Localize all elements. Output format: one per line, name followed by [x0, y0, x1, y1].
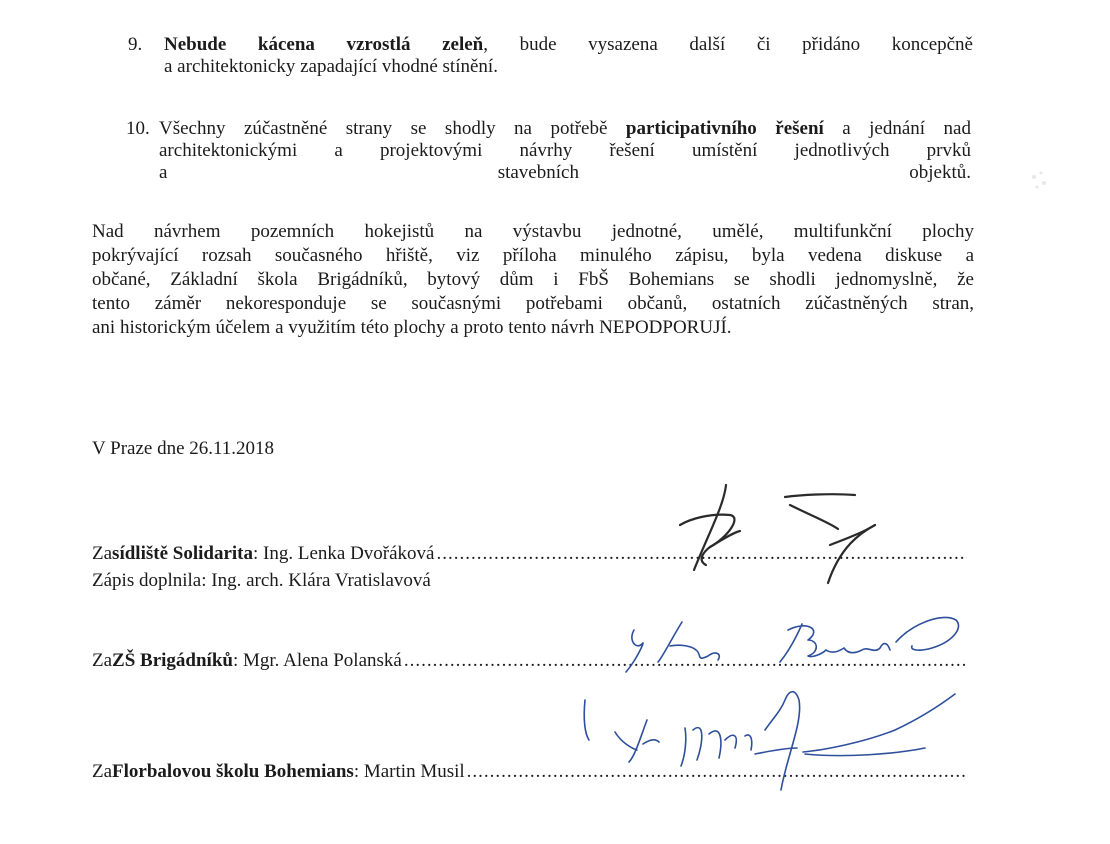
body-text: , bude vysazena další či přidáno koncepčně: [483, 34, 973, 55]
signatory-prefix: Za: [92, 543, 113, 564]
emphasis-text: participativního řešení: [625, 118, 824, 139]
list-item-line: [126, 162, 971, 184]
minutes-note: Zápis doplnila: Ing. arch. Klára Vratislavová: [92, 570, 431, 591]
list-item-9: [128, 34, 973, 78]
body-text: Všechny zúčastněné strany se shodly na potřebě: [159, 118, 626, 139]
body-text: a: [159, 162, 168, 183]
body-text: a jednání nad: [823, 118, 971, 139]
body-text: objektů.: [909, 162, 971, 183]
list-number: 10.: [126, 118, 150, 139]
paragraph-line: ani historickým účelem a využitím této plochy a proto tento návrh NEPODPORUJÍ.: [92, 317, 732, 338]
list-number: 9.: [128, 34, 143, 55]
signatory-prefix: Za: [92, 650, 113, 671]
list-item-line: a architektonicky zapadající vhodné stínění.: [164, 56, 498, 77]
place-date: V Praze dne 26.11.2018: [92, 438, 275, 459]
body-text: stavebních: [497, 162, 579, 183]
signatory-name: : Martin Musil: [353, 761, 465, 782]
list-item-line: [128, 34, 973, 56]
scan-artifact: [1024, 165, 1054, 195]
list-item-line: [126, 118, 971, 140]
paragraph-line: tento záměr nekoresponduje se současnými potřebami občanů, ostatních zúčastněných stran,: [92, 293, 974, 314]
list-item-10: [126, 118, 971, 184]
emphasis-text: Nebude kácena vzrostlá zeleň: [164, 34, 484, 55]
list-item-line: architektonickými a projektovými návrhy řešení umístění jednotlivých prvků: [159, 140, 971, 161]
signatory-organization: Florbalovou školu Bohemians: [112, 761, 354, 782]
decision-paragraph: [92, 220, 974, 340]
signatory-organization: ZŠ Brigádníků: [112, 650, 233, 671]
signatory-prefix: Za: [92, 761, 113, 782]
paragraph-line: pokrývající rozsah současného hřiště, viz příloha minulého zápisu, byla vedena diskuse a: [92, 245, 974, 266]
paragraph-line: občané, Základní škola Brigádníků, bytový dům i FbŠ Bohemians se shodli jednomyslně, že: [92, 269, 974, 290]
signatory-name: : Mgr. Alena Polanská: [232, 650, 402, 671]
signatory-name: : Ing. Lenka Dvořáková: [252, 543, 435, 564]
paragraph-line: Nad návrhem pozemních hokejistů na výstavbu jednotné, umělé, multifunkční plochy: [92, 221, 974, 242]
handwritten-signature-dvorakova: [680, 475, 890, 585]
handwritten-signature-musil: [575, 670, 965, 800]
signatory-organization: sídliště Solidarita: [112, 543, 253, 564]
